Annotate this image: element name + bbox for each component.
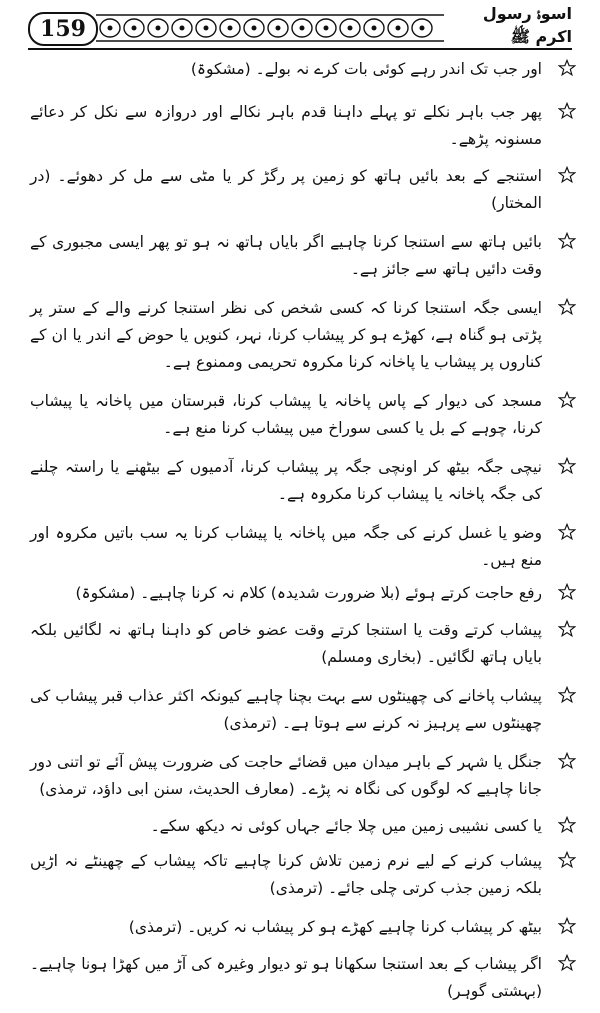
star-bullet-icon [558,954,576,972]
star-bullet-icon [558,620,576,638]
list-item-text: مسجد کی دیوار کے پاس پاخانہ یا پیشاب کرنا، قبرستان میں پاخانہ یا پیشاب کرنا، چوہے کے بل یا کسی سوراخ میں پیشاب کرنا منع ہے۔ [30,392,542,437]
list-item [24,388,580,442]
star-bullet-icon [558,686,576,704]
star-bullet-icon [558,59,576,77]
list-item-text: رفع حاجت کرتے ہوئے (بلا ضرورت شدیدہ) کلام نہ کرنا چاہیے۔ (مشکوۃ) [75,584,542,602]
star-bullet-icon [558,102,576,120]
list-item [24,683,580,737]
star-bullet-icon [558,166,576,184]
list-item-text: اگر پیشاب کے بعد استنجا سکھانا ہو تو دیوار وغیرہ کی آڑ میں کھڑا ہونا چاہیے۔ (بہشتی گوہر) [30,955,542,1000]
list-item-text: بیٹھ کر پیشاب کرنا چاہیے کھڑے ہو کر پیشاب نہ کریں۔ (ترمذی) [128,918,542,936]
star-bullet-icon [558,851,576,869]
list-item [24,848,580,902]
list-item [24,520,580,574]
list-item-text: یا کسی نشیبی زمین میں چلا جائے جہاں کوئی نہ دیکھ سکے۔ [150,817,542,835]
star-bullet-icon [558,917,576,935]
star-bullet-icon [558,298,576,316]
list-item-text: جنگل یا شہر کے باہر میدان میں قضائے حاجت کی ضرورت پیش آئے تو اتنی دور جانا چاہیے کہ لوگوں کی نگاہ نہ پڑے۔ (معارف الحدیث، سنن ابی داؤد، ترمذی) [30,753,542,798]
list-item-text: اور جب تک اندر رہے کوئی بات کرے نہ بولے۔ (مشکوۃ) [190,60,542,78]
list-item-text: بائیں ہاتھ سے استنجا کرنا چاہیے اگر بایاں ہاتھ نہ ہو تو پھر ایسی مجبوری کے وقت دائیں ہاتھ سے جائز ہے۔ [30,233,542,278]
star-bullet-icon [558,457,576,475]
list-item [24,914,580,941]
list-item-text: ایسی جگہ استنجا کرنا کہ کسی شخص کی نظر استنجا کرنے والے کے ستر پر پڑتی ہو گناہ ہے، کھڑے ہو کر پیشاب کرنا، نہر، کنویں یا حوض کے اندر یا ان کے کناروں پر پیشاب یا پاخانہ کرنا مکروہ تحریمی وممنوع ہے۔ [30,299,542,371]
star-bullet-icon [558,523,576,541]
list-item-text: نیچی جگہ بیٹھ کر اونچی جگہ پر پیشاب کرنا، آدمیوں کے بیٹھنے یا راستہ چلنے کی جگہ پاخانہ یا پیشاب کرنا مکروہ ہے۔ [30,458,542,503]
list-item [24,454,580,508]
star-bullet-icon [558,752,576,770]
bullet-list [24,56,580,1013]
list-item-text: وضو یا غسل کرنے کی جگہ میں پاخانہ یا پیشاب کرنا یہ سب باتیں مکروہ اور منع ہیں۔ [30,524,542,569]
list-item [24,813,580,840]
list-item-text: پھر جب باہر نکلے تو پہلے داہنا قدم باہر نکالے اور دروازہ سے نکل کر دعائے مسنونہ پڑھے۔ [30,103,542,148]
list-item-text: پیشاب پاخانے کی چھینٹوں سے بہت بچنا چاہیے کیونکہ اکثر عذاب قبر پیشاب کی چھینٹوں سے پرہیز نہ کرنے سے ہوتا ہے۔ (ترمذی) [30,687,542,732]
list-item [24,749,580,803]
list-item [24,99,580,153]
list-item-text: استنجے کے بعد بائیں ہاتھ کو زمین پر رگڑ کر یا مٹی سے مل کر دھوئے۔ (در المختار) [30,167,542,212]
page-number: 159 [28,12,98,46]
list-item-text: پیشاب کرنے کے لیے نرم زمین تلاش کرنا چاہیے تاکہ پیشاب کے چھینٹے نہ اڑیں بلکہ زمین جذب کرتی چلی جائے۔ (ترمذی) [30,852,542,897]
star-bullet-icon [558,583,576,601]
list-item-text: پیشاب کرتے وقت یا استنجا کرتے وقت عضو خاص کو داہنا ہاتھ نہ لگائیں بلکہ بایاں ہاتھ لگائیں۔ (بخاری ومسلم) [30,621,542,666]
header-divider [28,48,572,50]
star-bullet-icon [558,391,576,409]
header-ornament [96,12,444,44]
book-title: اسوۂ رسول اکرم ﷺ [482,4,572,46]
list-item [24,951,580,1005]
page-header [28,4,572,50]
star-bullet-icon [558,232,576,250]
list-item [24,56,580,83]
list-item [24,580,580,607]
list-item [24,163,580,217]
list-item [24,229,580,283]
list-item [24,295,580,376]
list-item [24,617,580,671]
star-bullet-icon [558,816,576,834]
